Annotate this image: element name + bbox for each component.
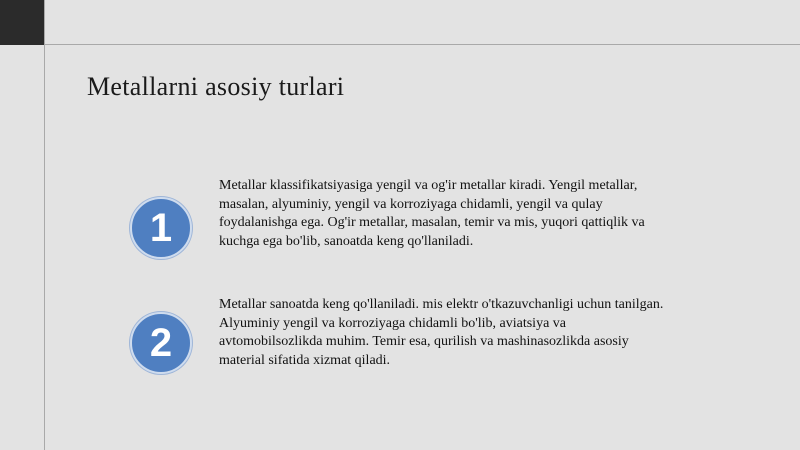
header-divider — [45, 44, 800, 45]
item-text-1: Metallar klassifikatsiyasiga yengil va og'ir metallar kiradi. Yengil metallar, masalan, alyuminiy, yengil va korroziyaga chidamli, yengil va qulay foydalanishga ega. Og'ir metallar, masalan, temir va mis, yuqori qattiqlik va kuchga ega bo'lib, sanoatda keng qo'llaniladi. — [219, 178, 645, 249]
slide-title: Metallarni asosiy turlari — [87, 72, 345, 101]
corner-decoration — [0, 0, 45, 45]
left-divider — [44, 0, 45, 450]
number-badge-1: 1 — [130, 197, 192, 259]
item-text-2: Metallar sanoatda keng qo'llaniladi. mis elektr o'tkazuvchanligi uchun tanilgan. Alyuminiy yengil va korroziyaga chidamli bo'lib, aviatsiya va avtomobilsozlikda muhim. Temir esa, qurilish va mashinasozlikda asosiy material sifatida xizmat qiladi. — [219, 297, 664, 368]
number-badge-2: 2 — [130, 312, 192, 374]
